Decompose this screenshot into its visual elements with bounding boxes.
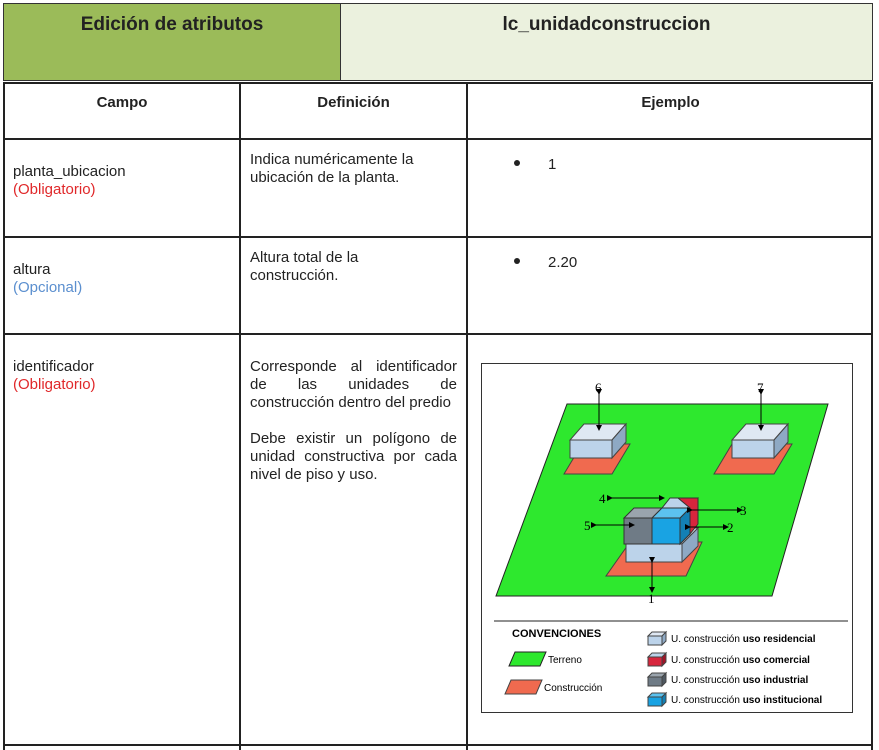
commercial-swatch <box>648 653 666 666</box>
field-name-cell <box>13 261 82 297</box>
legend-label: U. construcción uso industrial <box>671 675 809 686</box>
example-cell <box>514 254 577 271</box>
column-header-definicion: Definición <box>317 94 390 111</box>
column-header-ejemplo: Ejemplo <box>641 94 700 111</box>
callout-label: 3 <box>740 503 747 518</box>
field-name-cell <box>13 163 126 199</box>
column-divider <box>466 82 468 750</box>
definition-cell: Altura total de la construcción. <box>250 249 359 284</box>
terrain-swatch <box>509 652 546 666</box>
definition-cell <box>250 358 457 484</box>
definition-paragraph: Debe existir un polígono de unidad constructiva por cada nivel de piso y uso. <box>250 430 457 483</box>
callout-label: 1 <box>648 591 655 606</box>
legend-label: Construcción <box>544 683 603 694</box>
callout-label: 4 <box>599 491 606 506</box>
legend-label: Terreno <box>548 655 582 666</box>
row-divider <box>3 138 873 140</box>
example-value: 1 <box>548 156 557 173</box>
institutional-unit <box>652 508 690 544</box>
construction-diagram <box>482 364 852 712</box>
legend-label: U. construcción uso institucional <box>671 695 823 706</box>
industrial-swatch <box>648 673 666 686</box>
field-name-cell <box>13 358 96 394</box>
legend <box>505 628 822 706</box>
field-status: (Opcional) <box>13 279 83 296</box>
definition-cell: Indica numéricamente la ubicación de la planta. <box>250 151 414 186</box>
construction-swatch <box>505 680 542 694</box>
example-cell <box>514 156 556 173</box>
construction-units-figure <box>481 363 853 713</box>
field-status: (Obligatorio) <box>13 376 96 393</box>
callout-label: 5 <box>584 518 591 533</box>
field-status: (Obligatorio) <box>13 181 96 198</box>
bullet-icon <box>514 160 520 166</box>
field-name: altura <box>13 261 51 278</box>
row-divider <box>3 82 873 84</box>
row-divider <box>3 744 873 746</box>
field-name: planta_ubicacion <box>13 163 126 180</box>
column-divider <box>239 82 241 750</box>
table-name: lc_unidadconstruccion <box>341 3 873 81</box>
legend-title: CONVENCIONES <box>512 628 602 640</box>
callout-label: 2 <box>727 520 734 535</box>
legend-label: U. construcción uso comercial <box>671 655 810 666</box>
column-header-campo: Campo <box>96 94 148 111</box>
callout-label: 6 <box>595 380 602 395</box>
callout-label: 7 <box>757 380 764 395</box>
legend-label: U. construcción uso residencial <box>671 634 816 645</box>
field-name: identificador <box>13 358 94 375</box>
row-divider <box>3 236 873 238</box>
institutional-swatch <box>648 693 666 706</box>
bullet-icon <box>514 258 520 264</box>
section-title: Edición de atributos <box>3 3 341 81</box>
definition-paragraph: Corresponde al identificador de las unidades de construcción dentro del predio <box>250 358 457 411</box>
residential-swatch <box>648 632 666 645</box>
example-value: 2.20 <box>548 254 578 271</box>
row-divider <box>3 333 873 335</box>
